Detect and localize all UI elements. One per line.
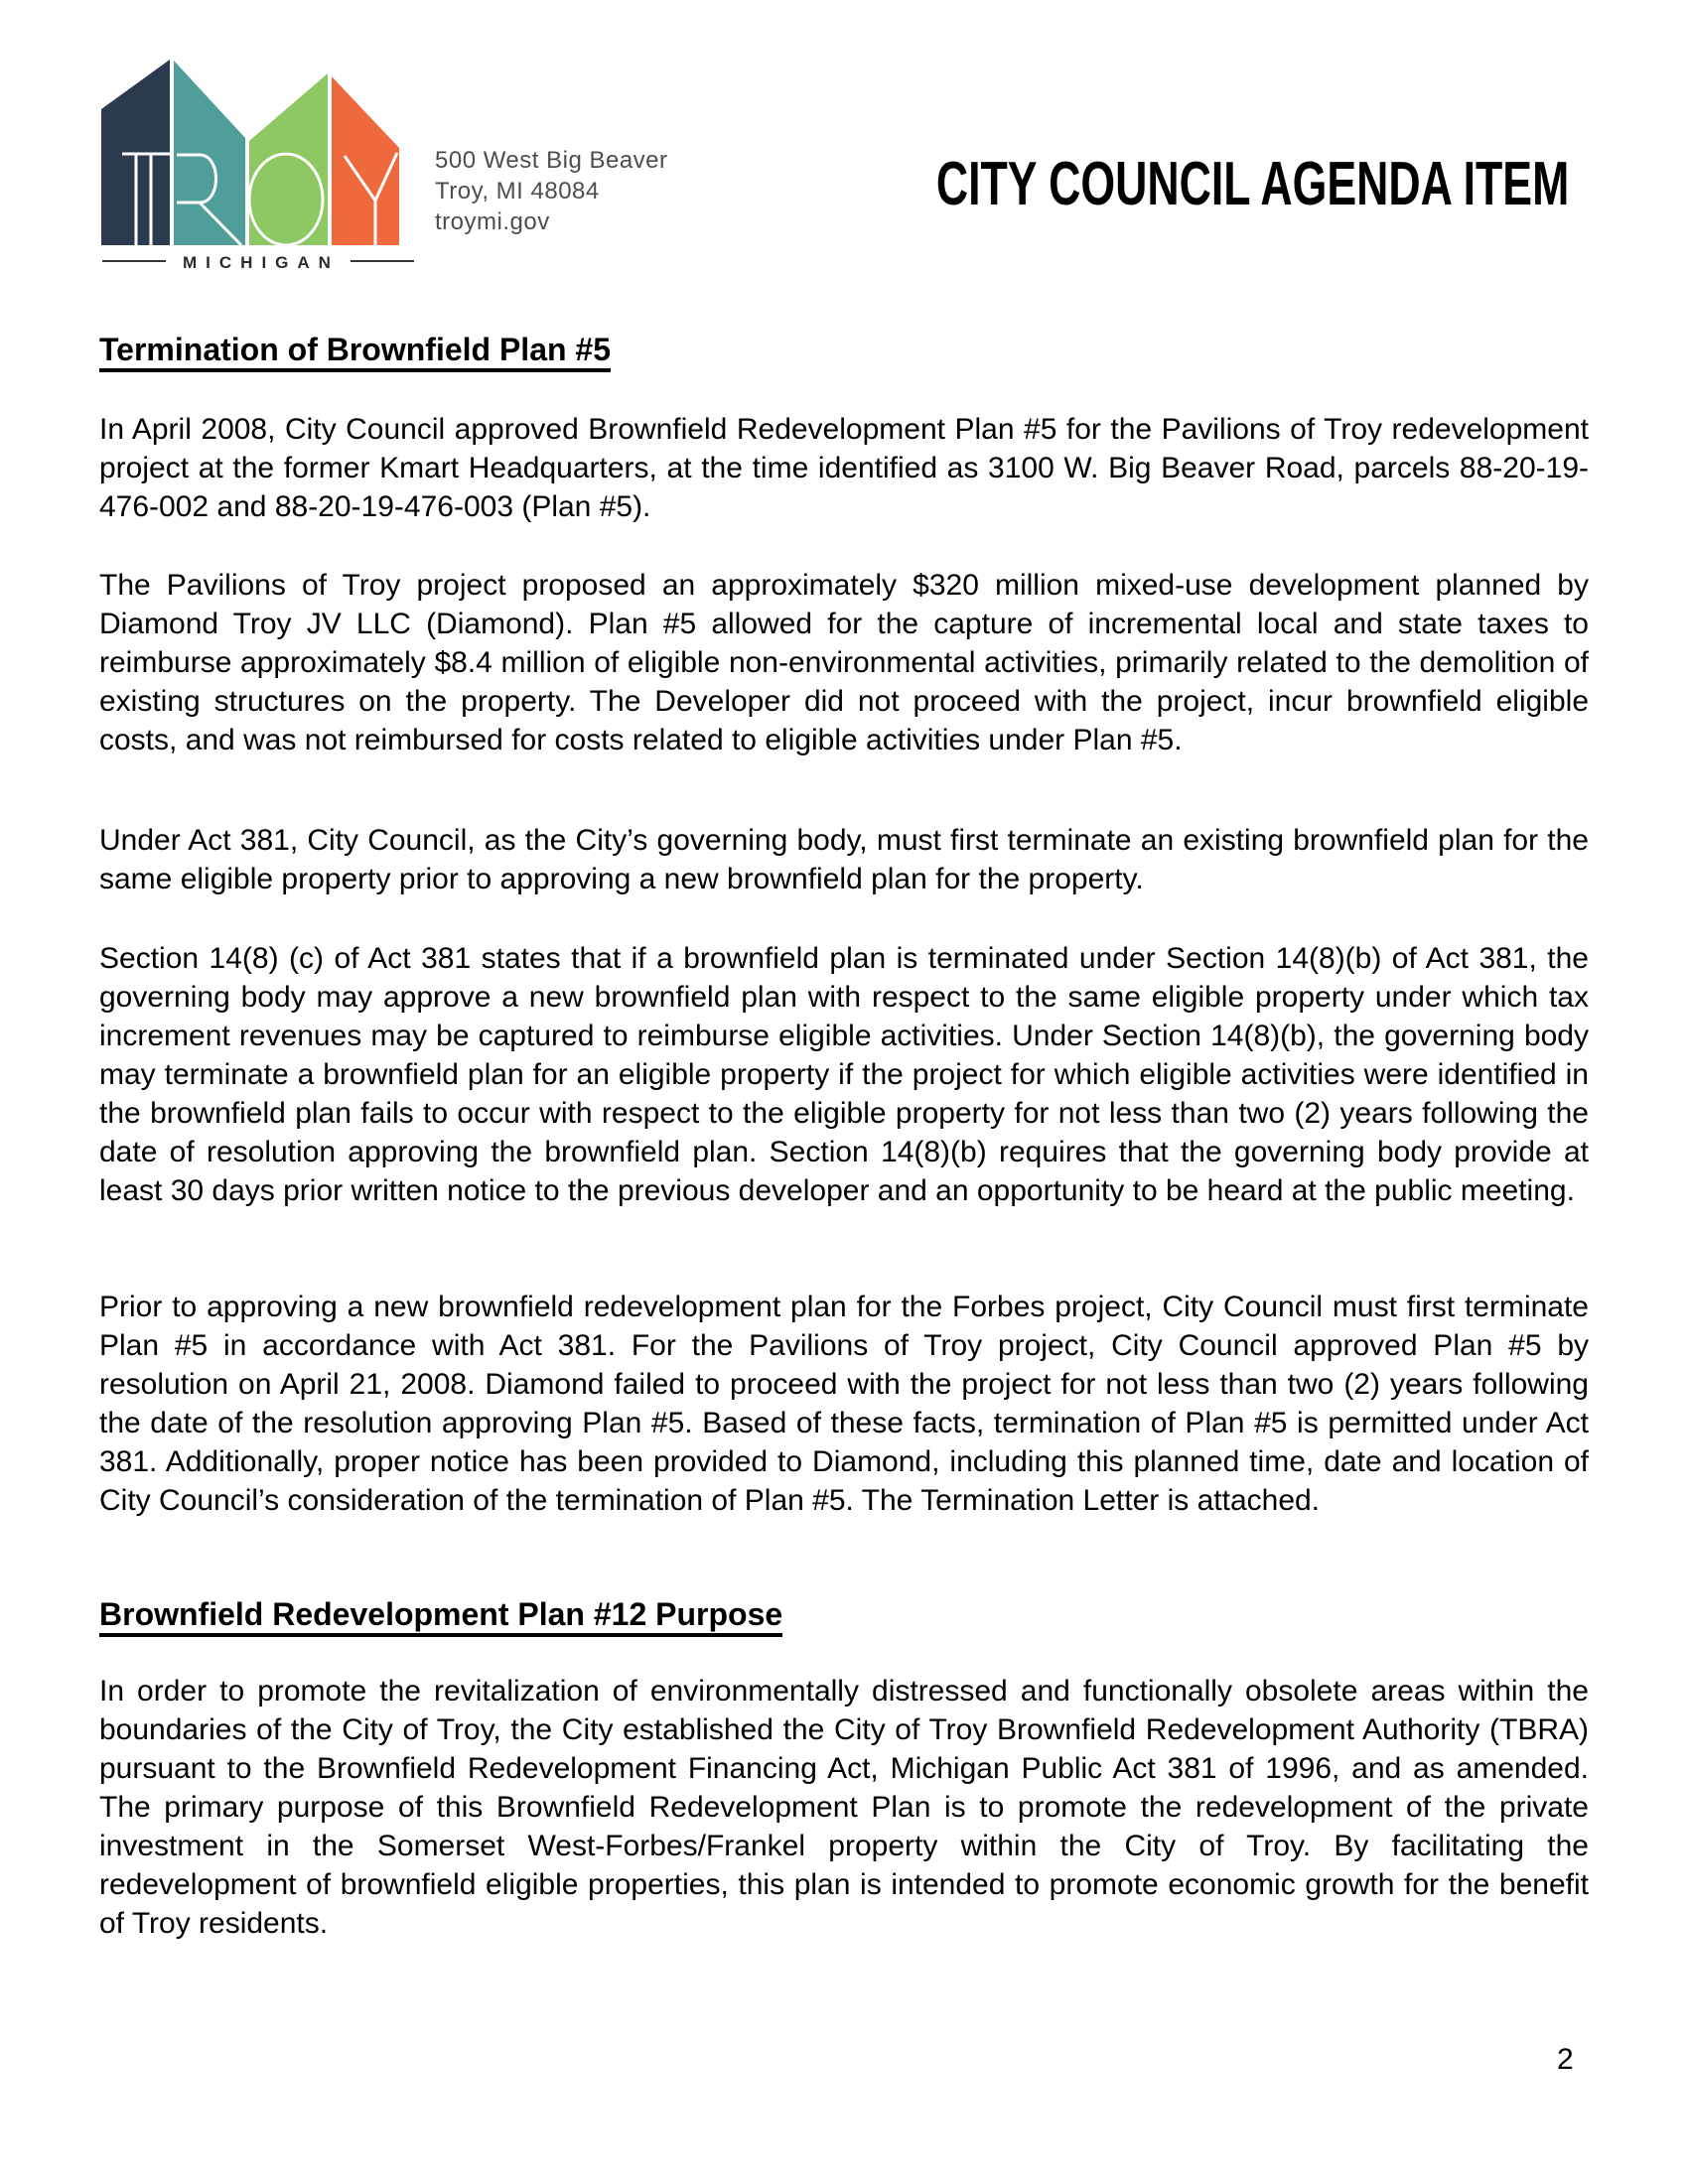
section-heading-plan12-purpose (99, 1595, 782, 1634)
address-line-1: 500 West Big Beaver (435, 147, 668, 174)
logo-house-teal (174, 61, 245, 245)
section-heading-termination-text: Termination of Brownfield Plan #5 (99, 332, 611, 372)
section-heading-termination (99, 331, 611, 369)
logo-house-orange (332, 76, 399, 245)
body-paragraph-4: Section 14(8) (c) of Act 381 states that if a brownfield plan is terminated under Section 14(8)(b) of Act 381, the governing body may approve a new brownfield plan with respect to the same eligible property under which tax increment revenues may be captured to reimburse eligible activities. Under Section 14(8)(b), the governing body may terminate a brownfield plan for an eligible property if the project for which eligible activities were identified in the brownfield plan fails to occur with respect to the eligible property for not less than two (2) years following the date of resolution approving the brownfield plan. Section 14(8)(b) requires that the governing body provide at least 30 days prior written notice to the previous developer and an opportunity to be heard at the public meeting. (99, 942, 1589, 1207)
logo-michigan-row (102, 253, 414, 272)
logo-michigan-label: MICHIGAN (183, 253, 340, 272)
section-heading-plan12-purpose-text: Brownfield Redevelopment Plan #12 Purpose (99, 1596, 782, 1637)
address-block (435, 145, 668, 237)
body-paragraph-2: The Pavilions of Troy project proposed an approximately $320 million mixed-use development planned by Diamond Troy JV LLC (Diamond). Plan #5 allowed for the capture of incremental local and state taxes to reimburse approximately $8.4 million of eligible non-environmental activities, primarily related to the demolition of existing structures on the property. The Developer did not proceed with the project, incur brownfield eligible costs, and was not reimbursed for costs related to eligible activities under Plan #5. (99, 569, 1589, 756)
body-paragraph-1: In April 2008, City Council approved Brownfield Redevelopment Plan #5 for the Pavilions of Troy redevelopment project at the former Kmart Headquarters, at the time identified as 3100 W. Big Beaver Road, parcels 88-20-19-476-002 and 88-20-19-476-003 (Plan #5). (99, 413, 1589, 523)
troy-city-logo (94, 50, 422, 283)
body-paragraph-5: Prior to approving a new brownfield redevelopment plan for the Forbes project, City Council must first terminate Plan #5 in accordance with Act 381. For the Pavilions of Troy project, City Council approved Plan #5 by resolution on April 21, 2008. Diamond failed to proceed with the project for not less than two (2) years following the date of the resolution approving Plan #5. Based of these facts, termination of Plan #5 is permitted under Act 381. Additionally, proper notice has been provided to Diamond, including this planned time, date and location of City Council’s consideration of the termination of Plan #5. The Termination Letter is attached. (99, 1291, 1589, 1517)
body-paragraph-3: Under Act 381, City Council, as the City’s governing body, must first terminate an existing brownfield plan for the same eligible property prior to approving a new brownfield plan for the property. (99, 824, 1589, 895)
address-line-2: Troy, MI 48084 (435, 178, 600, 205)
page-number: 2 (1557, 2043, 1574, 2076)
body-paragraph-6: In order to promote the revitalization of environmentally distressed and functionally obsolete areas within the boundaries of the City of Troy, the City established the City of Troy Brownfield Redevelopment Authority (TBRA) pursuant to the Brownfield Redevelopment Financing Act, Michigan Public Act 381 of 1996, and as amended. The primary purpose of this Brownfield Redevelopment Plan is to promote the redevelopment of the private investment in the Somerset West-Forbes/Frankel property within the City of Troy. By facilitating the redevelopment of brownfield eligible properties, this plan is intended to promote economic growth for the benefit of Troy residents. (99, 1675, 1589, 1940)
document-title: CITY COUNCIL AGENDA ITEM (935, 150, 1569, 218)
logo-house-green (249, 73, 328, 245)
address-line-3: troymi.gov (435, 208, 550, 235)
